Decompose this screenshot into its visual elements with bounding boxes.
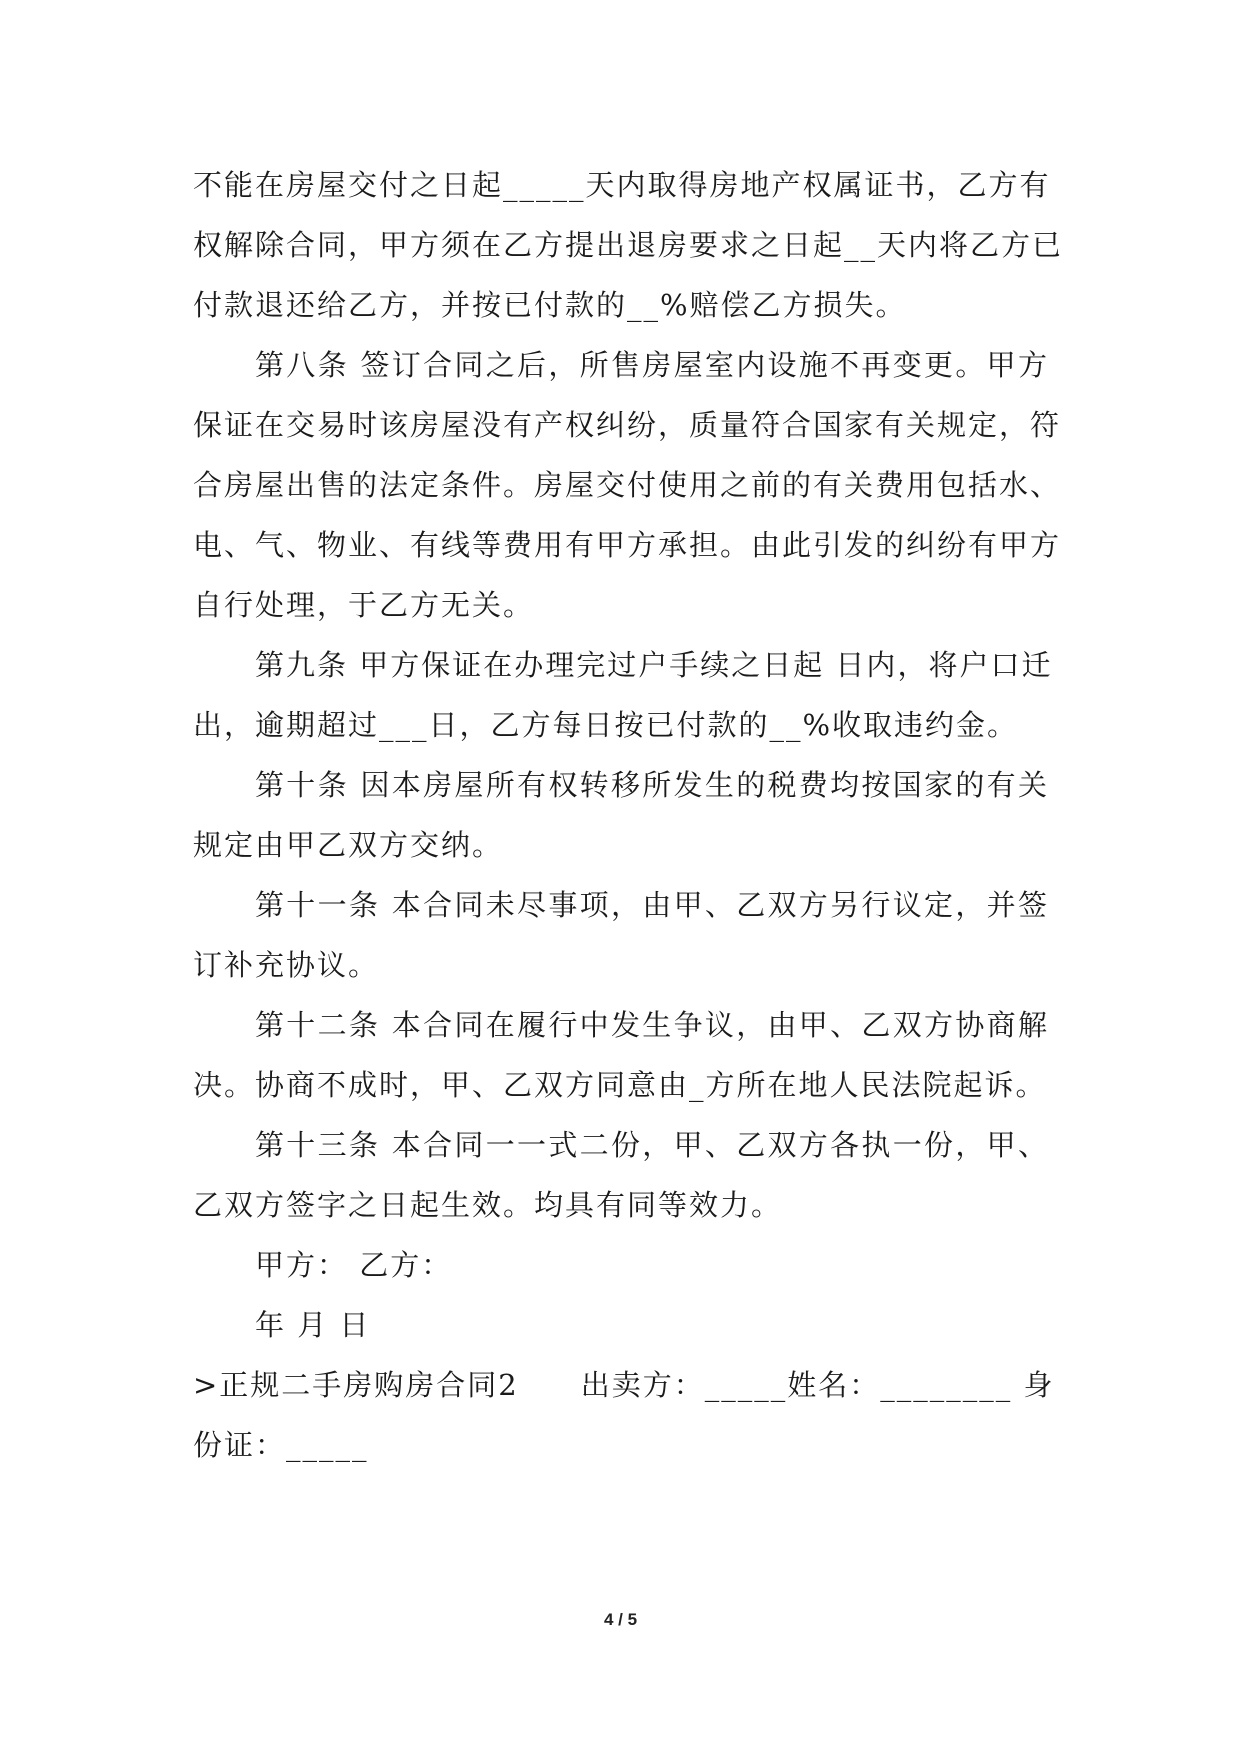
page-number: 4 / 5 [603,1610,638,1629]
clause-10-line: 第十条 因本房屋所有权转移所发生的税费均按国家的有关 [255,768,1049,802]
text-line: 乙双方签字之日起生效。均具有同等效力。 [193,1188,783,1222]
text-line: 权解除合同，甲方须在乙方提出退房要求之日起__天内将乙方已 [193,228,1064,262]
text-line: 不能在房屋交付之日起_____天内取得房地产权属证书，乙方有 [193,168,1051,202]
text-line: 自行处理，于乙方无关。 [193,588,535,622]
signature-parties-line: 甲方： 乙方： [255,1248,453,1282]
text-line: 规定由甲乙双方交纳。 [193,828,504,862]
clause-11-line: 第十一条 本合同未尽事项，由甲、乙双方另行议定，并签 [255,888,1049,922]
clause-13-line: 第十三条 本合同一一式二份，甲、乙双方各执一份，甲、 [255,1128,1049,1162]
text-line: 保证在交易时该房屋没有产权纠纷，质量符合国家有关规定，符 [193,408,1062,442]
text-line: 出，逾期超过___日，乙方每日按已付款的__%收取违约金。 [193,708,1019,742]
document-body [193,155,1064,1475]
text-line: 合房屋出售的法定条件。房屋交付使用之前的有关费用包括水、 [193,468,1062,502]
clause-8-line: 第八条 签订合同之后，所售房屋室内设施不再变更。甲方 [255,348,1049,382]
signature-date-line: 年 月 日 [255,1308,371,1342]
next-contract-heading-line: >正规二手房购房合同2 出卖方：_____姓名：________ 身 [193,1368,1055,1402]
text-line: 份证：_____ [193,1428,369,1462]
clause-9-line: 第九条 甲方保证在办理完过户手续之日起 日内，将户口迁 [255,648,1053,682]
text-line: 决。协商不成时，甲、乙双方同意由_方所在地人民法院起诉。 [193,1068,1047,1102]
text-line: 电、气、物业、有线等费用有甲方承担。由此引发的纠纷有甲方 [193,528,1062,562]
text-line: 订补充协议。 [193,948,380,982]
clause-12-line: 第十二条 本合同在履行中发生争议，由甲、乙双方协商解 [255,1008,1049,1042]
text-line: 付款退还给乙方，并按已付款的__%赔偿乙方损失。 [193,288,907,322]
